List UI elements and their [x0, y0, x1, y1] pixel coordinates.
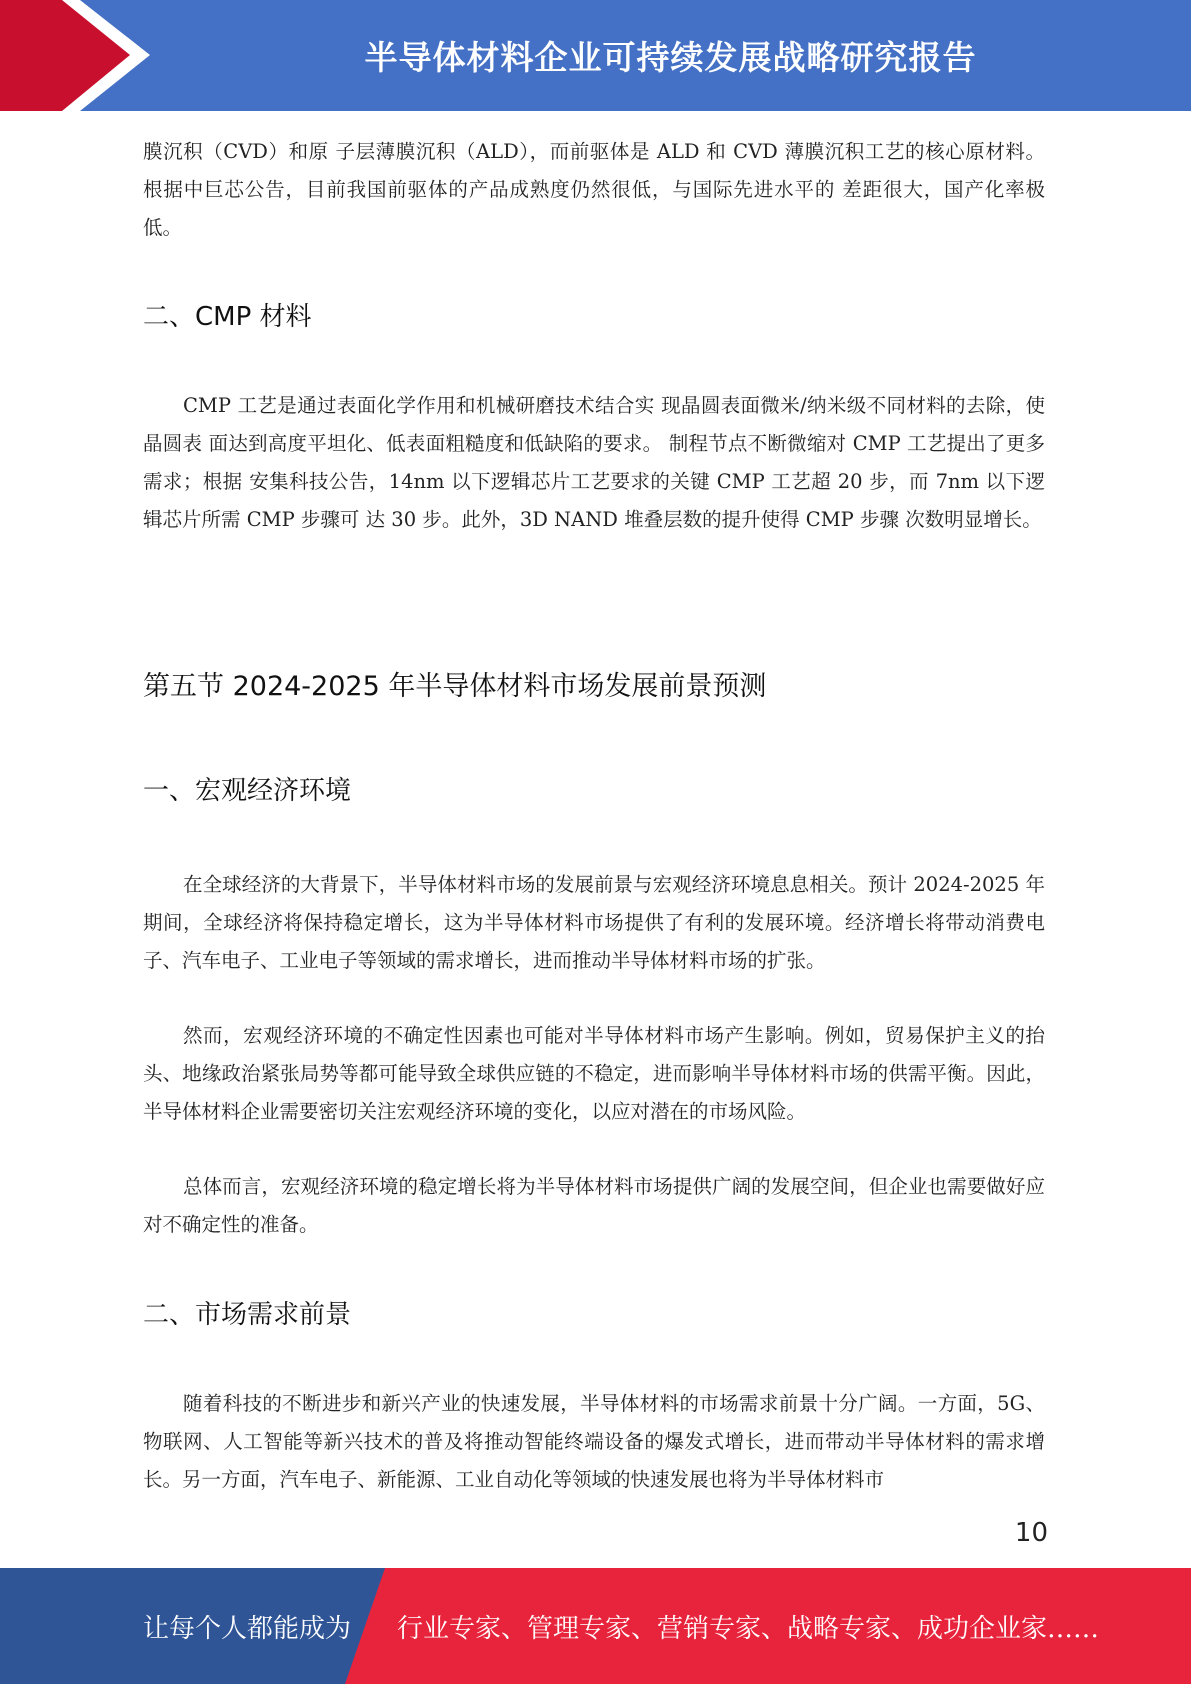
page-footer	[0, 1568, 1191, 1684]
chapter-heading: 第五节 2024-2025 年半导体材料市场发展前景预测	[143, 671, 767, 702]
section-heading-demand: 二、市场需求前景	[143, 1300, 352, 1330]
section-heading-macro: 一、宏观经济环境	[143, 776, 352, 806]
page-number: 10	[1014, 1518, 1048, 1548]
header-title: 半导体材料企业可持续发展战略研究报告	[364, 38, 977, 77]
macro-paragraph-2: 然而，宏观经济环境的不确定性因素也可能对半导体材料市场产生影响。例如，贸易保护主义的抬头、地缘政治紧张局势等都可能导致全球供应链的不稳定，进而影响半导体材料市场的供需平衡。因此，半导体材料企业需要密切关注宏观经济环境的变化，以应对潜在的市场风险。	[143, 1024, 1045, 1123]
macro-paragraph-3: 总体而言，宏观经济环境的稳定增长将为半导体材料市场提供广阔的发展空间，但企业也需要做好应对不确定性的准备。	[143, 1175, 1045, 1236]
page-header	[0, 0, 1191, 111]
section-heading-cmp: 二、CMP 材料	[143, 302, 312, 332]
cmp-paragraph: CMP 工艺是通过表面化学作用和机械研磨技术结合实 现晶圆表面微米/纳米级不同材料的去除，使晶圆表 面达到高度平坦化、低表面粗糙度和低缺陷的要求。 制程节点不断微缩对 CMP 工艺提出了更多需求；根据 安集科技公告，14nm 以下逻辑芯片工艺要求的关键 CMP 工艺超 20 步，而 7nm 以下逻辑芯片所需 CMP 步骤可 达 30 步。此外，3D NAND 堆叠层数的提升使得 CMP 步骤 次数明显增长。	[143, 394, 1045, 531]
macro-paragraph-1: 在全球经济的大背景下，半导体材料市场的发展前景与宏观经济环境息息相关。预计 2024-2025 年期间，全球经济将保持稳定增长，这为半导体材料市场提供了有利的发展环境。经济增长将带动消费电子、汽车电子、工业电子等领域的需求增长，进而推动半导体材料市场的扩张。	[143, 873, 1045, 972]
footer-slogan-right: 行业专家、管理专家、营销专家、战略专家、成功企业家……	[397, 1613, 1100, 1644]
demand-paragraph: 随着科技的不断进步和新兴产业的快速发展，半导体材料的市场需求前景十分广阔。一方面，5G、物联网、人工智能等新兴技术的普及将推动智能终端设备的爆发式增长，进而带动半导体材料的需求增长。另一方面，汽车电子、新能源、工业自动化等领域的快速发展也将为半导体材料市	[143, 1392, 1045, 1491]
intro-paragraph: 膜沉积（CVD）和原 子层薄膜沉积（ALD），而前驱体是 ALD 和 CVD 薄膜沉积工艺的核心原材料。 根据中巨芯公告，目前我国前驱体的产品成熟度仍然很低，与国际先进水平的 差距很大，国产化率极低。	[143, 140, 1045, 239]
footer-slogan-left: 让每个人都能成为	[143, 1613, 352, 1644]
